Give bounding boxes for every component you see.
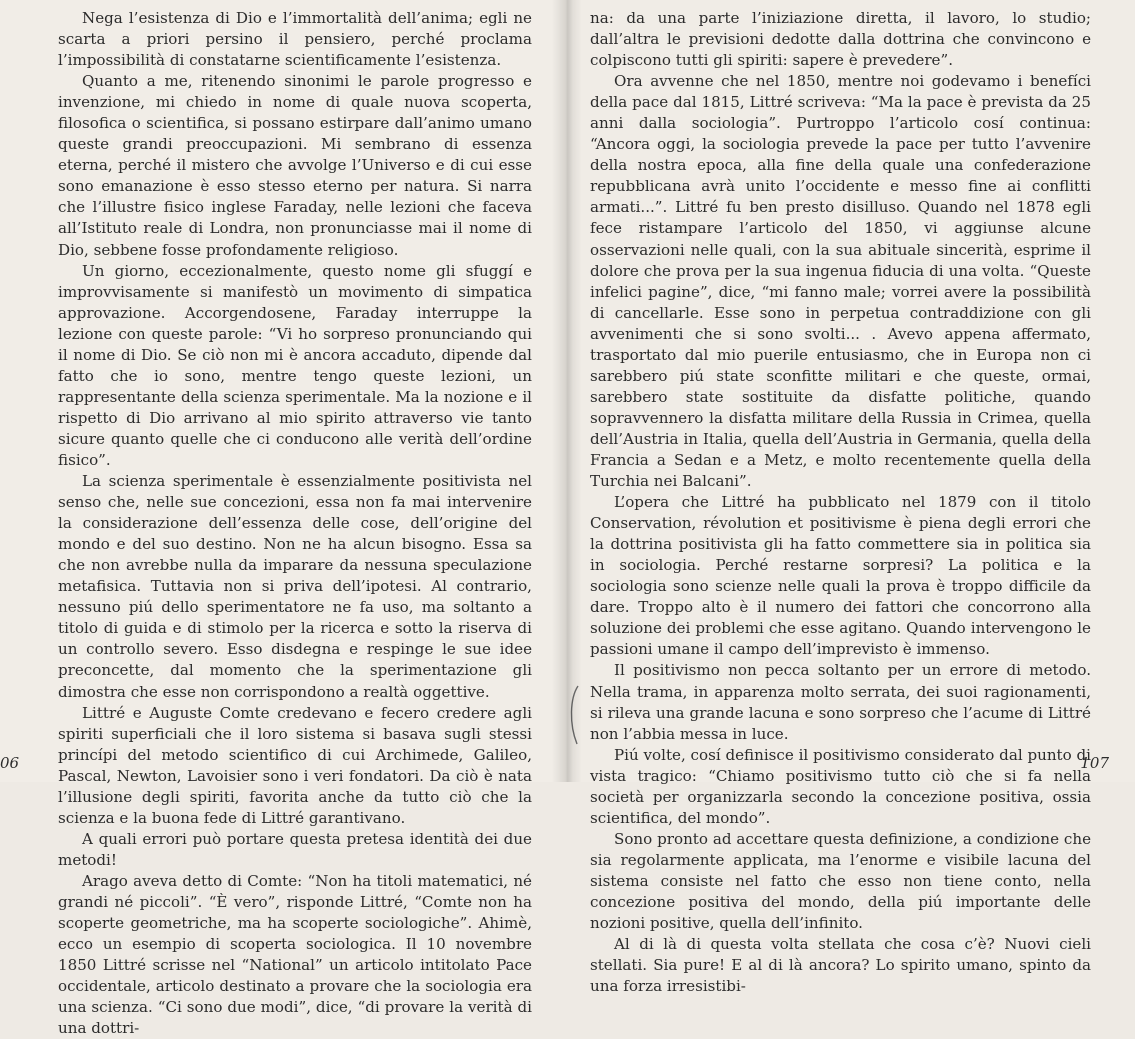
page-number-right: 107: [1080, 754, 1109, 772]
margin-pencil-mark: [566, 684, 582, 746]
right-page: [560, 0, 1135, 996]
left-page: [0, 0, 560, 1038]
paragraph: Ora avvenne che nel 1850, mentre noi godevamo i benefíci della pace dal 1815, Littré scriveva: “Ma la pace è prevista da 25 anni dalla sociologia”. Purtroppo l’articolo cosí continua: “Ancora oggi, la sociologia prevede la pace per tutto l’avvenire della nostra epoca, alla fine della quale una confederazione repubblicana avrà unito l’occidente e messo fine ai conflitti armati...”. Littré fu ben presto disilluso. Quando nel 1878 egli fece ristampare l’articolo del 1850, vi aggiunse alcune osservazioni nelle quali, con la sua abituale sincerità, esprime il dolore che prova per la sua ingenua fiducia di una volta. “Queste infelici pagine”, dice, “mi fanno male; vorrei avere la possibilità di cancellarle. Esse sono in perpetua contraddizione con gli avvenimenti che si sono svolti... . Avevo appena affermato, trasportato dal mio puerile entusiasmo, che in Europa non ci sarebbero piú state sconfitte militari e che queste, ormai, sarebbero state sostituite da disfatte politiche, quando sopravvennero la disfatta militare della Russia in Crimea, quella dell’Austria in Italia, quella dell’Austria in Germania, quella della Francia a Sedan e a Metz, e molto recentemente quella della Turchia nei Balcani”.: [590, 72, 1091, 491]
page-number-left: 06: [0, 754, 20, 772]
paragraph: La scienza sperimentale è essenzialmente positivista nel senso che, nelle sue concezioni, essa non fa mai intervenire la considerazione dell’essenza delle cose, dell’origine del mondo e del suo destino. Non ne ha alcun bisogno. Essa sa che non avrebbe nulla da imparare da nessuna speculazione metafisica. Tuttavia non si priva dell’ipotesi. Al contrario, nessuno piú dello sperimentatore ne fa uso, ma soltanto a titolo di guida e di stimolo per la ricerca e sotto la riserva di un controllo severo. Esso disdegna e respinge le sue idee preconcette, dal momento che la sperimentazione gli dimostra che esse non corrispondono a realtà oggettive.: [58, 472, 532, 701]
paragraph: L’opera che Littré ha pubblicato nel 1879 con il titolo Conservation, révolution et positivisme è piena degli errori che la dottrina positivista gli ha fatto commettere sia in politica sia in sociologia. Perché restarne sorpresi? La politica e la sociologia sono scienze nelle quali la prova è troppo difficile da dare. Troppo alto è il numero dei fattori che concorrono alla soluzione dei problemi che esse agitano. Quando intervengono le passioni umane il campo dell’imprevisto è immenso.: [590, 493, 1091, 659]
paragraph: Piú volte, cosí definisce il positivismo considerato dal punto di vista tragico: “Chiamo positivismo tutto ciò che si fa nella società per organizzarla secondo la concezione positiva, ossia scientifica, del mondo”.: [590, 745, 1091, 827]
paragraph: Un giorno, eccezionalmente, questo nome gli sfuggí e improvvisamente si manifestò un movimento di simpatica approvazione. Accorgendosene, Faraday interruppe la lezione con queste parole: “Vi ho sorpreso pronunciando qui il nome di Dio. Se ciò non mi è ancora accaduto, dipende dal fatto che io sono, mentre tengo queste lezioni, un rappresentante della scienza sperimentale. Ma la nozione e il rispetto di Dio arrivano al mio spirito attraverso vie tanto sicure quanto quelle che ci conducono alle verità dell’ordine fisico”.: [58, 261, 532, 469]
paragraph: Al di là di questa volta stellata che cosa c’è? Nuovi cieli stellati. Sia pure! E al di là ancora? Lo spirito umano, spinto da una forza irresistibi-: [590, 935, 1091, 996]
paragraph: A quali errori può portare questa pretesa identità dei due metodi!: [58, 829, 532, 869]
paragraph: Sono pronto ad accettare questa definizione, a condizione che sia regolarmente applicata, ma l’enorme e visibile lacuna del sistema consiste nel fatto che esso non tiene conto, nella concezione positiva del mondo, della piú importante delle nozioni positive, quella dell’infinito.: [590, 829, 1091, 933]
left-page-text: [58, 8, 532, 1039]
paragraph: Il positivismo non pecca soltanto per un errore di metodo. Nella trama, in apparenza molto serrata, dei suoi ragionamenti, si rileva una grande lacuna e sono sorpreso che l’acume di Littré non l’abbia messa in luce.: [590, 661, 1091, 743]
right-page-text: [590, 8, 1091, 997]
paragraph: Littré e Auguste Comte credevano e fecero credere agli spiriti superficiali che il loro sistema si basava sugli stessi princípi del metodo scientifico di cui Archimede, Galileo, Pascal, Newton, Lavoisier sono i veri fondatori. Da ciò è nata l’illusione degli spiriti, favorita anche da tutto ciò che la scienza e la buona fede di Littré garantivano.: [58, 703, 532, 827]
paragraph: Nega l’esistenza di Dio e l’immortalità dell’anima; egli ne scarta a priori persino il pensiero, perché proclama l’impossibilità di constatarne scientificamente l’esistenza.: [58, 9, 532, 70]
paragraph: na: da una parte l’iniziazione diretta, il lavoro, lo studio; dall’altra le previsioni dedotte dalla dottrina che convincono e colpiscono tutti gli spiriti: sapere è prevedere”.: [590, 9, 1091, 70]
paragraph: Arago aveva detto di Comte: “Non ha titoli matematici, né grandi né piccoli”. “È vero”, risponde Littré, “Comte non ha scoperte geometriche, ma ha scoperte sociologiche”. Ahimè, ecco un esempio di scoperta sociologica. Il 10 novembre 1850 Littré scrisse nel “National” un articolo intitolato Pace occidentale, articolo destinato a provare che la sociologia era una scienza. “Ci sono due modi”, dice, “di provare la verità di una dottri-: [58, 871, 532, 1038]
paragraph: Quanto a me, ritenendo sinonimi le parole progresso e invenzione, mi chiedo in nome di quale nuova scoperta, filosofica o scientifica, si possano estirpare dall’animo umano queste grandi preoccupazioni. Mi sembrano di essenza eterna, perché il mistero che avvolge l’Universo e di cui esse sono emanazione è esso stesso eterno per natura. Si narra che l’illustre fisico inglese Faraday, nelle lezioni che faceva all’Istituto reale di Londra, non pronunciasse mai il nome di Dio, sebbene fosse profondamente religioso.: [58, 72, 532, 259]
